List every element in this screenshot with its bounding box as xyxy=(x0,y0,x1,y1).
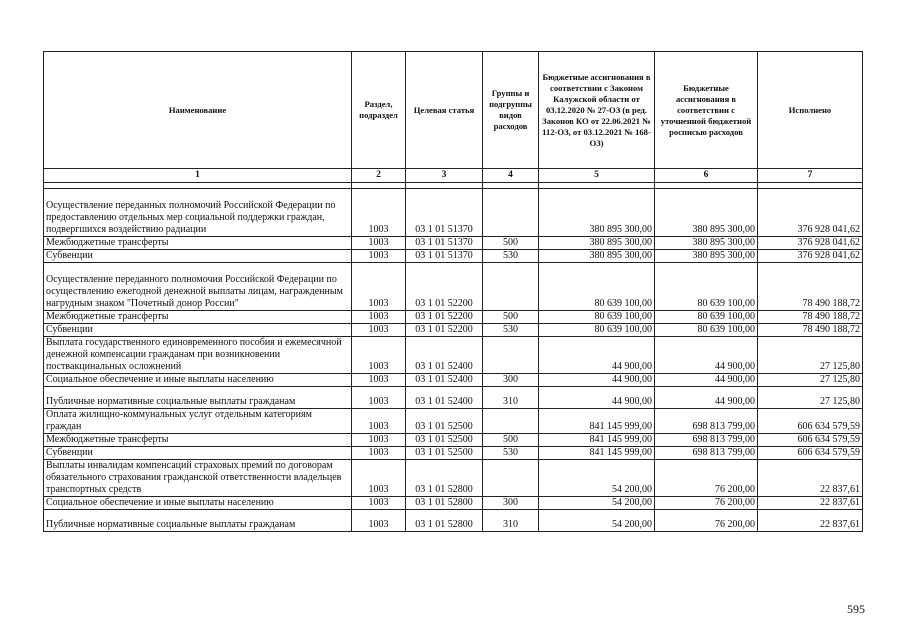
row-executed: 606 634 579,59 xyxy=(758,447,863,460)
column-number: 6 xyxy=(655,169,758,183)
row-section: 1003 xyxy=(352,311,406,324)
row-law-allocation: 380 895 300,00 xyxy=(539,189,655,237)
row-name: Субвенции xyxy=(44,324,352,337)
row-law-allocation: 80 639 100,00 xyxy=(539,324,655,337)
row-executed: 27 125,80 xyxy=(758,374,863,387)
row-article: 03 1 01 52800 xyxy=(406,460,483,497)
row-article: 03 1 01 51370 xyxy=(406,237,483,250)
row-refined-allocation: 44 900,00 xyxy=(655,387,758,409)
row-refined-allocation: 44 900,00 xyxy=(655,374,758,387)
row-name: Осуществление переданных полномочий Российской Федерации по предоставлению отдельных мер социальной поддержки граждан, подвергшихся воздействию радиации xyxy=(44,189,352,237)
row-article: 03 1 01 51370 xyxy=(406,250,483,263)
table-row xyxy=(44,447,863,460)
row-group xyxy=(483,189,539,237)
row-name: Субвенции xyxy=(44,250,352,263)
table-row xyxy=(44,374,863,387)
header-name: Наименование xyxy=(44,52,352,169)
column-number: 3 xyxy=(406,169,483,183)
row-group: 500 xyxy=(483,311,539,324)
table-row xyxy=(44,460,863,497)
row-law-allocation: 44 900,00 xyxy=(539,387,655,409)
row-article: 03 1 01 52400 xyxy=(406,387,483,409)
row-executed: 376 928 041,62 xyxy=(758,189,863,237)
row-refined-allocation: 76 200,00 xyxy=(655,460,758,497)
table-row xyxy=(44,497,863,510)
row-section: 1003 xyxy=(352,497,406,510)
row-section: 1003 xyxy=(352,237,406,250)
row-name: Социальное обеспечение и иные выплаты населению xyxy=(44,497,352,510)
row-article: 03 1 01 52500 xyxy=(406,434,483,447)
row-executed: 78 490 188,72 xyxy=(758,311,863,324)
row-executed: 22 837,61 xyxy=(758,510,863,532)
row-name: Осуществление переданного полномочия Российской Федерации по осуществлению ежегодной денежной выплаты лицам, награжденным нагрудным знаком "Почетный донор России" xyxy=(44,263,352,311)
row-refined-allocation: 698 813 799,00 xyxy=(655,409,758,434)
row-group: 500 xyxy=(483,434,539,447)
row-refined-allocation: 44 900,00 xyxy=(655,337,758,374)
column-number: 2 xyxy=(352,169,406,183)
row-name: Межбюджетные трансферты xyxy=(44,237,352,250)
row-law-allocation: 44 900,00 xyxy=(539,374,655,387)
row-law-allocation: 80 639 100,00 xyxy=(539,263,655,311)
row-law-allocation: 841 145 999,00 xyxy=(539,447,655,460)
row-refined-allocation: 76 200,00 xyxy=(655,510,758,532)
row-section: 1003 xyxy=(352,510,406,532)
row-group xyxy=(483,263,539,311)
row-name: Выплаты инвалидам компенсаций страховых премий по договорам обязательного страхования гражданской ответственности владельцев транспортных средств xyxy=(44,460,352,497)
row-name: Межбюджетные трансферты xyxy=(44,311,352,324)
row-section: 1003 xyxy=(352,434,406,447)
table-row xyxy=(44,250,863,263)
row-name: Публичные нормативные социальные выплаты гражданам xyxy=(44,387,352,409)
row-law-allocation: 841 145 999,00 xyxy=(539,409,655,434)
table-row xyxy=(44,434,863,447)
row-section: 1003 xyxy=(352,374,406,387)
row-name: Межбюджетные трансферты xyxy=(44,434,352,447)
row-article: 03 1 01 52800 xyxy=(406,510,483,532)
row-executed: 27 125,80 xyxy=(758,387,863,409)
row-article: 03 1 01 52200 xyxy=(406,311,483,324)
row-section: 1003 xyxy=(352,387,406,409)
row-group xyxy=(483,337,539,374)
header-article: Целевая статья xyxy=(406,52,483,169)
table-row xyxy=(44,510,863,532)
row-refined-allocation: 80 639 100,00 xyxy=(655,311,758,324)
row-article: 03 1 01 52500 xyxy=(406,447,483,460)
row-group: 310 xyxy=(483,387,539,409)
row-executed: 78 490 188,72 xyxy=(758,324,863,337)
row-law-allocation: 54 200,00 xyxy=(539,460,655,497)
row-section: 1003 xyxy=(352,460,406,497)
row-refined-allocation: 80 639 100,00 xyxy=(655,324,758,337)
table-row xyxy=(44,311,863,324)
row-article: 03 1 01 51370 xyxy=(406,189,483,237)
row-article: 03 1 01 52400 xyxy=(406,337,483,374)
row-law-allocation: 380 895 300,00 xyxy=(539,237,655,250)
row-article: 03 1 01 52200 xyxy=(406,324,483,337)
row-law-allocation: 841 145 999,00 xyxy=(539,434,655,447)
header-executed: Исполнено xyxy=(758,52,863,169)
table-row xyxy=(44,263,863,311)
row-article: 03 1 01 52400 xyxy=(406,374,483,387)
row-group: 500 xyxy=(483,237,539,250)
budget-table xyxy=(43,51,863,532)
row-executed: 22 837,61 xyxy=(758,497,863,510)
column-number: 7 xyxy=(758,169,863,183)
column-number: 4 xyxy=(483,169,539,183)
row-law-allocation: 380 895 300,00 xyxy=(539,250,655,263)
row-refined-allocation: 80 639 100,00 xyxy=(655,263,758,311)
row-name: Оплата жилищно-коммунальных услуг отдельным категориям граждан xyxy=(44,409,352,434)
row-article: 03 1 01 52800 xyxy=(406,497,483,510)
row-executed: 606 634 579,59 xyxy=(758,409,863,434)
row-executed: 78 490 188,72 xyxy=(758,263,863,311)
row-executed: 606 634 579,59 xyxy=(758,434,863,447)
row-name: Субвенции xyxy=(44,447,352,460)
table-row xyxy=(44,409,863,434)
row-refined-allocation: 380 895 300,00 xyxy=(655,189,758,237)
row-section: 1003 xyxy=(352,409,406,434)
header-law-allocation: Бюджетные ассигнования в соответствии с Законом Калужской области от 03.12.2020 № 27-ОЗ (в ред. Законов КО от 22.06.2021 № 112-ОЗ, от 03.12.2021 № 168-ОЗ) xyxy=(539,52,655,169)
table-row xyxy=(44,337,863,374)
row-group: 300 xyxy=(483,374,539,387)
table-row xyxy=(44,237,863,250)
row-name: Социальное обеспечение и иные выплаты населению xyxy=(44,374,352,387)
header-group: Группы и подгруппы видов расходов xyxy=(483,52,539,169)
row-refined-allocation: 698 813 799,00 xyxy=(655,434,758,447)
header-section: Раздел, подраздел xyxy=(352,52,406,169)
page-number: 595 xyxy=(847,602,865,616)
row-section: 1003 xyxy=(352,337,406,374)
row-refined-allocation: 698 813 799,00 xyxy=(655,447,758,460)
row-group xyxy=(483,409,539,434)
row-section: 1003 xyxy=(352,189,406,237)
row-group: 530 xyxy=(483,324,539,337)
column-number: 1 xyxy=(44,169,352,183)
table-body xyxy=(44,183,863,532)
table-row xyxy=(44,324,863,337)
row-executed: 22 837,61 xyxy=(758,460,863,497)
table-header-row xyxy=(44,52,863,169)
row-article: 03 1 01 52200 xyxy=(406,263,483,311)
row-group: 310 xyxy=(483,510,539,532)
row-law-allocation: 54 200,00 xyxy=(539,497,655,510)
row-article: 03 1 01 52500 xyxy=(406,409,483,434)
column-number: 5 xyxy=(539,169,655,183)
row-group: 530 xyxy=(483,447,539,460)
row-section: 1003 xyxy=(352,324,406,337)
row-group xyxy=(483,460,539,497)
table-row xyxy=(44,189,863,237)
header-refined-allocation: Бюджетные ассигнования в соответствии с уточненной бюджетной росписью расходов xyxy=(655,52,758,169)
row-name: Публичные нормативные социальные выплаты гражданам xyxy=(44,510,352,532)
row-group: 300 xyxy=(483,497,539,510)
row-section: 1003 xyxy=(352,263,406,311)
row-refined-allocation: 380 895 300,00 xyxy=(655,237,758,250)
row-refined-allocation: 76 200,00 xyxy=(655,497,758,510)
row-refined-allocation: 380 895 300,00 xyxy=(655,250,758,263)
row-group: 530 xyxy=(483,250,539,263)
row-executed: 27 125,80 xyxy=(758,337,863,374)
row-name: Выплата государственного единовременного пособия и ежемесячной денежной компенсации гражданам при возникновении поствакцинальных осложнений xyxy=(44,337,352,374)
row-law-allocation: 44 900,00 xyxy=(539,337,655,374)
row-section: 1003 xyxy=(352,447,406,460)
row-law-allocation: 80 639 100,00 xyxy=(539,311,655,324)
row-law-allocation: 54 200,00 xyxy=(539,510,655,532)
table-row xyxy=(44,387,863,409)
row-section: 1003 xyxy=(352,250,406,263)
row-executed: 376 928 041,62 xyxy=(758,237,863,250)
column-number-row xyxy=(44,169,863,183)
row-executed: 376 928 041,62 xyxy=(758,250,863,263)
